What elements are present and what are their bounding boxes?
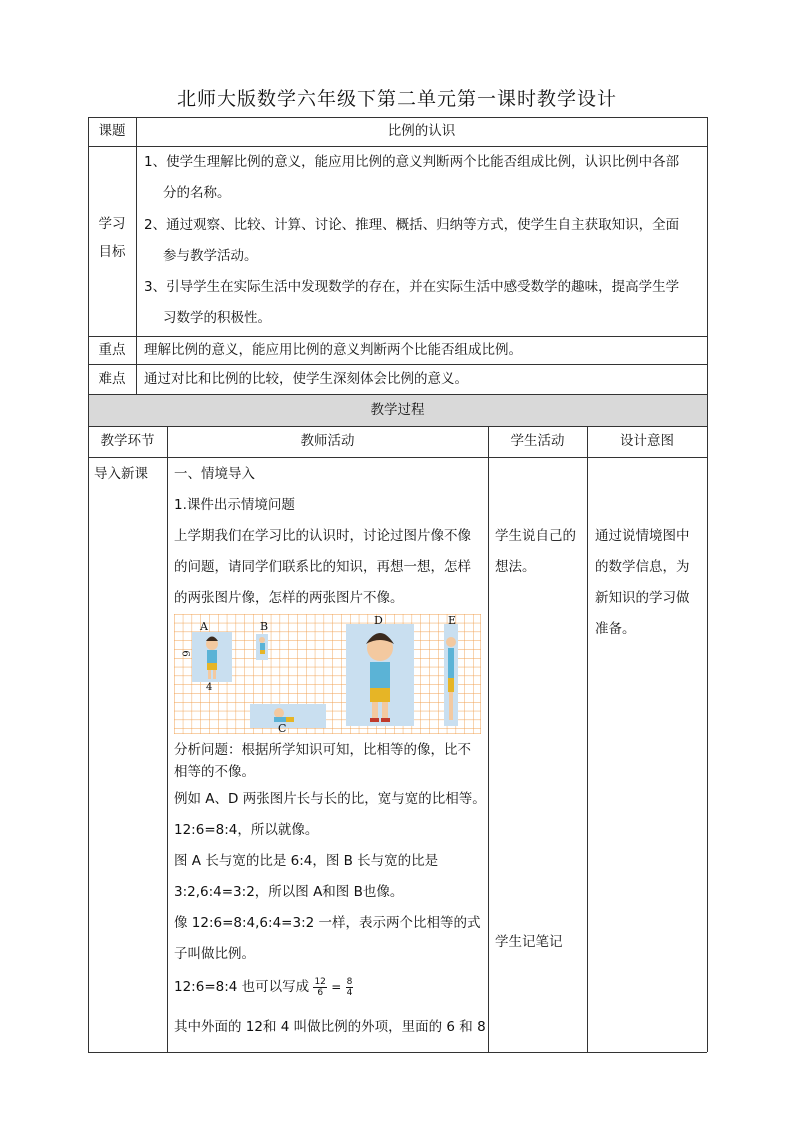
topic-value: 比例的认识 — [387, 123, 456, 139]
key-value: 理解比例的意义，能应用比例的意义判断两个比能否组成比例。 — [144, 342, 522, 358]
goal-3-line1: 3、引导学生在实际生活中发现数学的存在，并在实际生活中感受数学的趣味，提高学生学 — [144, 279, 680, 295]
label-d: D — [374, 614, 383, 627]
col-header-stage: 教学环节 — [100, 433, 155, 449]
label-c: C — [278, 722, 287, 735]
similar-pictures-figure — [174, 614, 481, 734]
difficulty-label: 难点 — [98, 371, 126, 387]
fraction-right: $\frac{8}{4}$ — [346, 976, 353, 998]
label-e: E — [448, 614, 457, 627]
section-title: 教学过程 — [370, 402, 425, 418]
picture-b — [256, 634, 268, 660]
col-header-intent: 设计意图 — [620, 433, 674, 449]
grid-figure-svg — [174, 614, 481, 734]
difficulty-value: 通过对比和比例的比较，使学生深刻体会比例的意义。 — [144, 371, 468, 387]
goals-label: 学习 目标 — [98, 216, 126, 260]
student-note: 学生记笔记 — [495, 934, 563, 950]
fraction-left: $\frac{12}{6}$ — [314, 976, 326, 998]
label-b: B — [260, 620, 269, 633]
label-four: 4 — [206, 682, 213, 693]
col-header-teacher: 教师活动 — [300, 433, 355, 449]
fraction-line: 12:6=8:4 也可以写成 $\frac{12}{6}$ = $\frac{8}{4}$ — [174, 976, 353, 998]
topic-label: 课题 — [98, 123, 126, 139]
goal-2-line2: 参与教学活动。 — [163, 248, 258, 264]
label-six: 6 — [179, 650, 191, 657]
goal-2-line1: 2、通过观察、比较、计算、讨论、推理、概括、归纳等方式，使学生自主获取知识，全面 — [144, 217, 680, 233]
label-a: A — [200, 620, 208, 633]
col-header-student: 学生活动 — [510, 433, 565, 449]
picture-e — [444, 624, 458, 726]
goal-1-line1: 1、使学生理解比例的意义，能应用比例的意义判断两个比能否组成比例，认识比例中各部 — [144, 154, 680, 170]
goal-1-line2: 分的名称。 — [163, 185, 231, 201]
picture-c — [250, 704, 326, 728]
goal-3-line2: 习数学的积极性。 — [163, 310, 271, 326]
picture-a — [192, 632, 232, 682]
picture-d — [346, 624, 414, 726]
key-label: 重点 — [98, 342, 126, 358]
stage-label: 导入新课 — [94, 466, 148, 482]
page-title: 北师大版数学六年级下第二单元第一课时教学设计 — [176, 88, 617, 110]
